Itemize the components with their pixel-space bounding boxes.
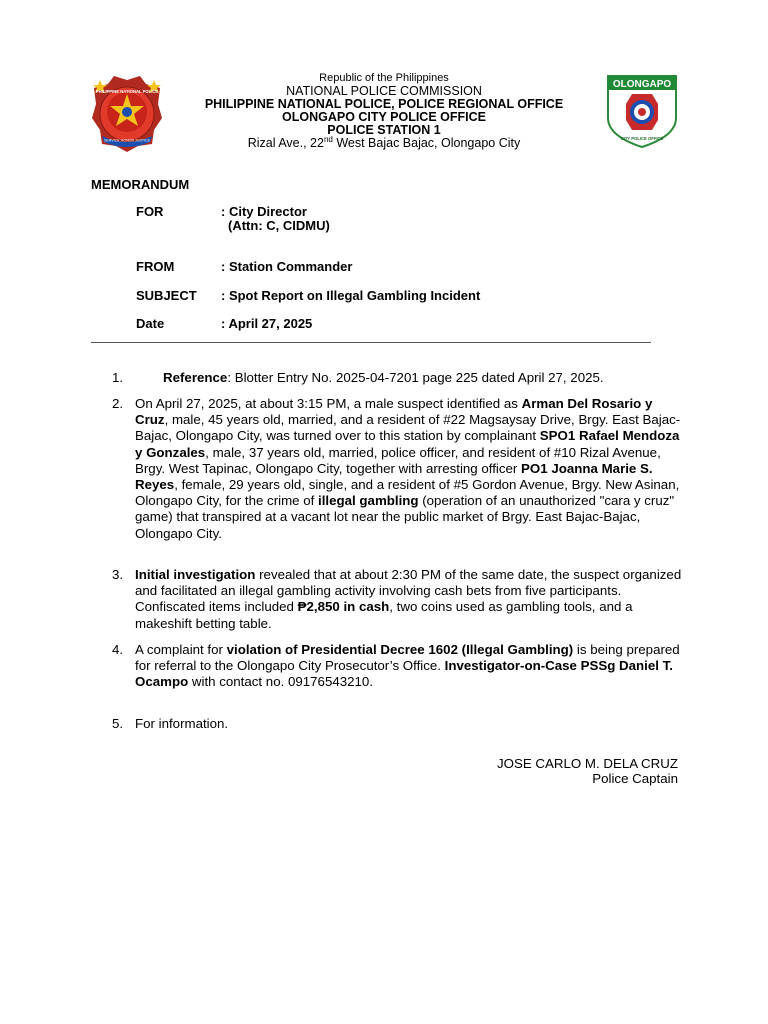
station-line: POLICE STATION 1 — [327, 123, 441, 137]
list-item: 2. On April 27, 2025, at about 3:15 PM, a male suspect identified as Arman Del Rosario y Cruz, male, 45 years old, married, and a resident of #22 Magsaysay Drive, Brgy. East Bajac-Bajac, Olongapo City, was turned over to this station by complainant SPO1 Rafael Mendoza y Gonzales, male, 37 years old, married, police officer, and resident of #10 Rizal Avenue, Brgy. West Tapinac, Olongapo City, together with arresting officer PO1 Joanna Marie S. Reyes, female, 29 years old, single, and a resident of #5 Gordon Avenue, Brgy. New Asinan, Olongapo City, for the crime of illegal gambling (operation of an unauthorized "cara y cruz" game) that transpired at a vacant lot near the public market of Brgy. East Bajac-Bajac, Olongapo City. — [112, 396, 681, 541]
seal-text: PHILIPPINE NATIONAL POLICE — [95, 89, 159, 94]
commission-line: NATIONAL POLICE COMMISSION — [286, 84, 482, 98]
letterhead — [170, 72, 598, 150]
subject-value: : Spot Report on Illegal Gambling Incident — [221, 288, 481, 303]
logo-banner-text: OLONGAPO — [612, 79, 672, 90]
list-item: 4. A complaint for violation of Presidential Decree 1602 (Illegal Gambling) is being prepared for referral to the Olongapo City Prosecutor’s Office. Investigator-on-Case PSSg Daniel T. Ocampo with contact no. 09176543210. — [112, 642, 680, 690]
divider — [91, 342, 651, 343]
signatory-name: JOSE CARLO M. DELA CRUZ — [496, 756, 678, 771]
memo-title: MEMORANDUM — [91, 177, 190, 192]
pnp-seal-logo — [90, 74, 164, 152]
subject-label: SUBJECT — [136, 288, 197, 303]
seal-motto: SERVICE HONOR JUSTICE — [103, 138, 151, 143]
for-label: FOR — [136, 204, 164, 219]
list-item: 3. Initial investigation revealed that at about 2:30 PM of the same date, the suspect organized and facilitated an illegal gambling activity involving cash bets from five participants. Confiscated items included ₱2,850 in cash, two coins used as gambling tools, and a makeshift betting table. — [112, 567, 682, 631]
date-label: Date — [136, 316, 165, 331]
reference-label: Reference — [163, 370, 228, 385]
logo-bottom-text: CITY POLICE OFFICE — [620, 136, 664, 141]
list-item: 5. For information. — [112, 716, 229, 731]
address-line: Rizal Ave., 22nd West Bajac Bajac, Olongapo City — [247, 134, 521, 150]
signatory-rank: Police Captain — [592, 771, 678, 786]
republic-line: Republic of the Philippines — [319, 72, 449, 84]
list-item: 1. Reference: Blotter Entry No. 2025-04-7201 page 225 dated April 27, 2025. — [112, 370, 604, 385]
regional-office-line: PHILIPPINE NATIONAL POLICE, POLICE REGIONAL OFFICE — [204, 97, 564, 111]
from-value: : Station Commander — [221, 259, 353, 274]
city-office-line: OLONGAPO CITY POLICE OFFICE — [282, 110, 486, 124]
date-value: : April 27, 2025 — [221, 316, 313, 331]
for-attn: (Attn: C, CIDMU) — [228, 218, 330, 233]
from-label: FROM — [136, 259, 175, 274]
olongapo-police-logo — [604, 74, 680, 148]
for-value: : City Director — [221, 204, 307, 219]
signature-block — [497, 756, 678, 786]
